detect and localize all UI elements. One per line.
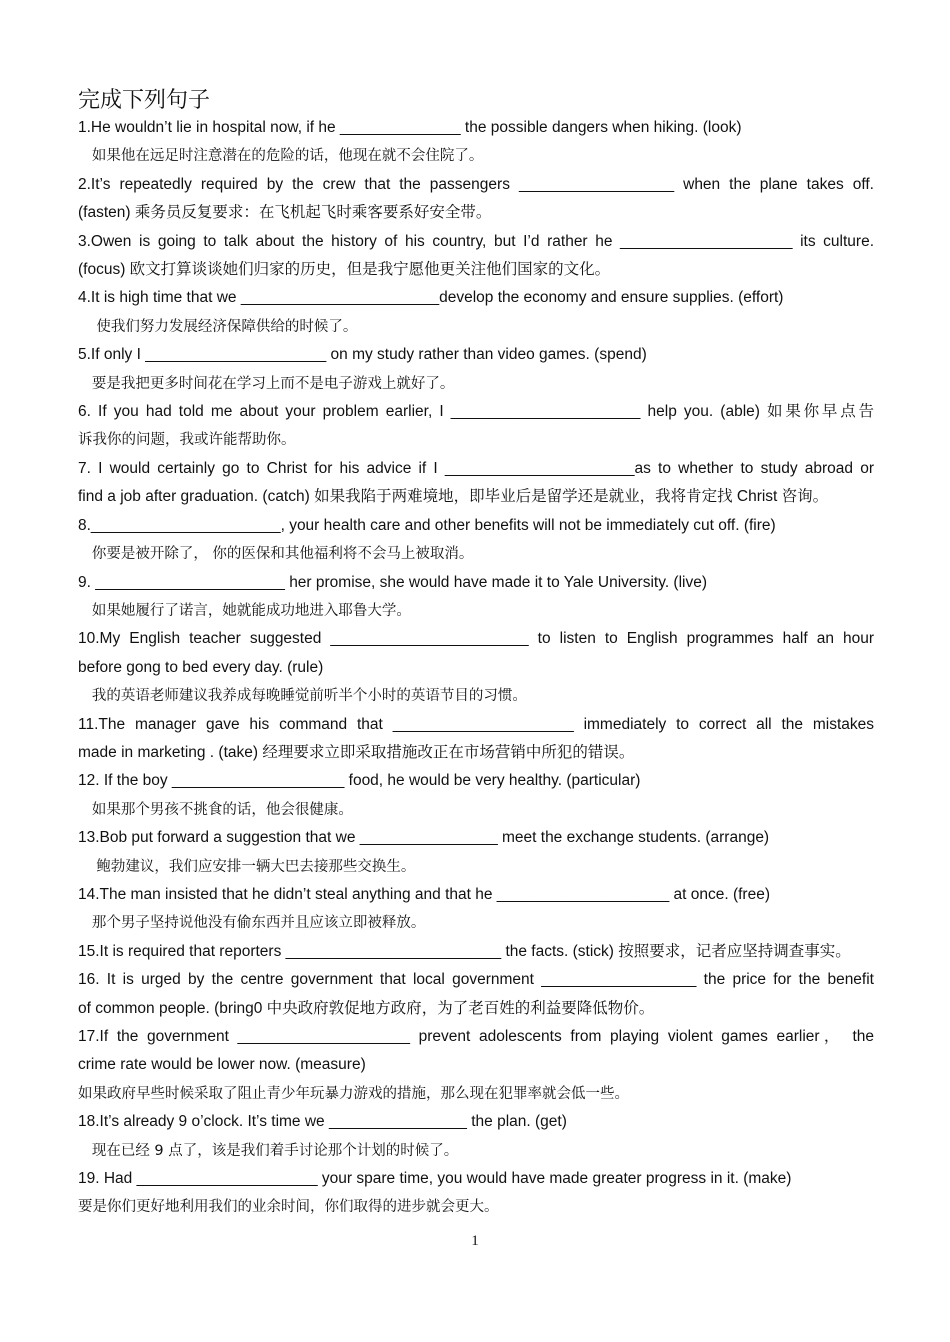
translation-line: 现在已经 9 点了，该是我们着手讨论那个计划的时候了。 — [78, 1142, 459, 1159]
translation-line: 要是你们更好地利用我们的业余时间，你们取得的进步就会更大。 — [78, 1199, 499, 1216]
exercise-line: 10.My English teacher suggested _______________________ to listen to English programmes half an hour — [78, 630, 874, 648]
translation-line: 诉我你的问题，我或许能帮助你。 — [78, 432, 296, 449]
exercise-line: 8.______________________, your health care and other benefits will not be immediately cut off. (fire) — [78, 516, 776, 534]
exercise-line: made in marketing . (take) 经理要求立即采取措施改正在市场营销中所犯的错误。 — [78, 743, 635, 761]
exercise-line: 7. I would certainly go to Christ for his advice if I ______________________as to whether to study abroad or — [78, 459, 874, 477]
exercise-line: 13.Bob put forward a suggestion that we ________________ meet the exchange students. (arrange) — [78, 829, 770, 847]
page-title: 完成下列句子 — [78, 88, 211, 113]
exercise-line: 19. Had _____________________ your spare time, you would have made greater progress in it. (make) — [78, 1170, 792, 1188]
exercise-line: 6. If you had told me about your problem earlier, I ______________________ help you. (able) 如果你早点告 — [78, 403, 874, 421]
exercise-line: find a job after graduation. (catch) 如果我陷于两难境地，即毕业后是留学还是就业，我将肯定找 Christ 咨询。 — [78, 488, 829, 506]
translation-line: 我的英语老师建议我养成每晚睡觉前听半个小时的英语节目的习惯。 — [78, 688, 527, 705]
exercise-line: of common people. (bring0 中央政府敦促地方政府，为了老百姓的利益要降低物价。 — [78, 999, 655, 1017]
translation-line: 如果那个男孩不挑食的话，他会很健康。 — [78, 801, 353, 818]
exercise-line: 11.The manager gave his command that _____________________ immediately to correct all the mistakes — [78, 715, 874, 733]
translation-line: 鲍勃建议，我们应安排一辆大巴去接那些交换生。 — [78, 858, 416, 875]
translation-line: 那个男子坚持说他没有偷东西并且应该立即被释放。 — [78, 915, 426, 932]
exercise-line: crime rate would be lower now. (measure) — [78, 1056, 366, 1074]
exercise-line: (focus) 欧文打算谈谈她们归家的历史，但是我宁愿他更关注他们国家的文化。 — [78, 261, 611, 279]
exercise-line: 4.It is high time that we _______________________develop the economy and ensure supplies. (effort) — [78, 289, 784, 307]
exercise-line: before gong to bed every day. (rule) — [78, 658, 324, 676]
translation-line: 如果他在远足时注意潜在的危险的话，他现在就不会住院了。 — [78, 148, 484, 165]
exercise-line: 16. It is urged by the centre government that local government __________________ the price for the benefit — [78, 971, 874, 989]
exercise-line: 15.It is required that reporters _________________________ the facts. (stick) 按照要求，记者应坚持调查事实。 — [78, 942, 851, 960]
exercise-line: 3.Owen is going to talk about the history of his country, but I’d rather he ____________________ its culture. — [78, 232, 874, 250]
document-page — [78, 86, 874, 1222]
exercise-list — [78, 114, 874, 1222]
exercise-line: 17.If the government ____________________ prevent adolescents from playing violent games earlier， the — [78, 1028, 874, 1045]
exercise-line: 9. ______________________ her promise, she would have made it to Yale University. (live) — [78, 573, 708, 591]
exercise-line: 18.It’s already 9 o’clock. It’s time we ________________ the plan. (get) — [78, 1113, 567, 1131]
page-number: 1 — [471, 1233, 479, 1249]
translation-line: 你要是被开除了， 你的医保和其他福利将不会马上被取消。 — [78, 546, 474, 563]
exercise-line: 1.He wouldn’t lie in hospital now, if he ______________ the possible dangers when hiking. (look) — [78, 119, 742, 136]
translation-line: 如果她履行了诺言，她就能成功地进入耶鲁大学。 — [78, 602, 411, 619]
exercise-line: 5.If only I _____________________ on my study rather than video games. (spend) — [78, 346, 647, 364]
translation-line: 要是我把更多时间花在学习上而不是电子游戏上就好了。 — [78, 375, 455, 392]
exercise-line: 12. If the boy ____________________ food, he would be very healthy. (particular) — [78, 772, 641, 790]
translation-line: 使我们努力发展经济保障供给的时候了。 — [78, 318, 358, 335]
exercise-line: 14.The man insisted that he didn’t steal anything and that he ____________________ at once. (free) — [78, 885, 770, 903]
exercise-line: (fasten) 乘务员反复要求：在飞机起飞时乘客要系好安全带。 — [78, 204, 492, 222]
translation-line: 如果政府早些时候采取了阻止青少年玩暴力游戏的措施，那么现在犯罪率就会低一些。 — [78, 1085, 629, 1102]
exercise-line: 2.It’s repeatedly required by the crew that the passengers __________________ when the plane takes off. — [78, 175, 874, 193]
